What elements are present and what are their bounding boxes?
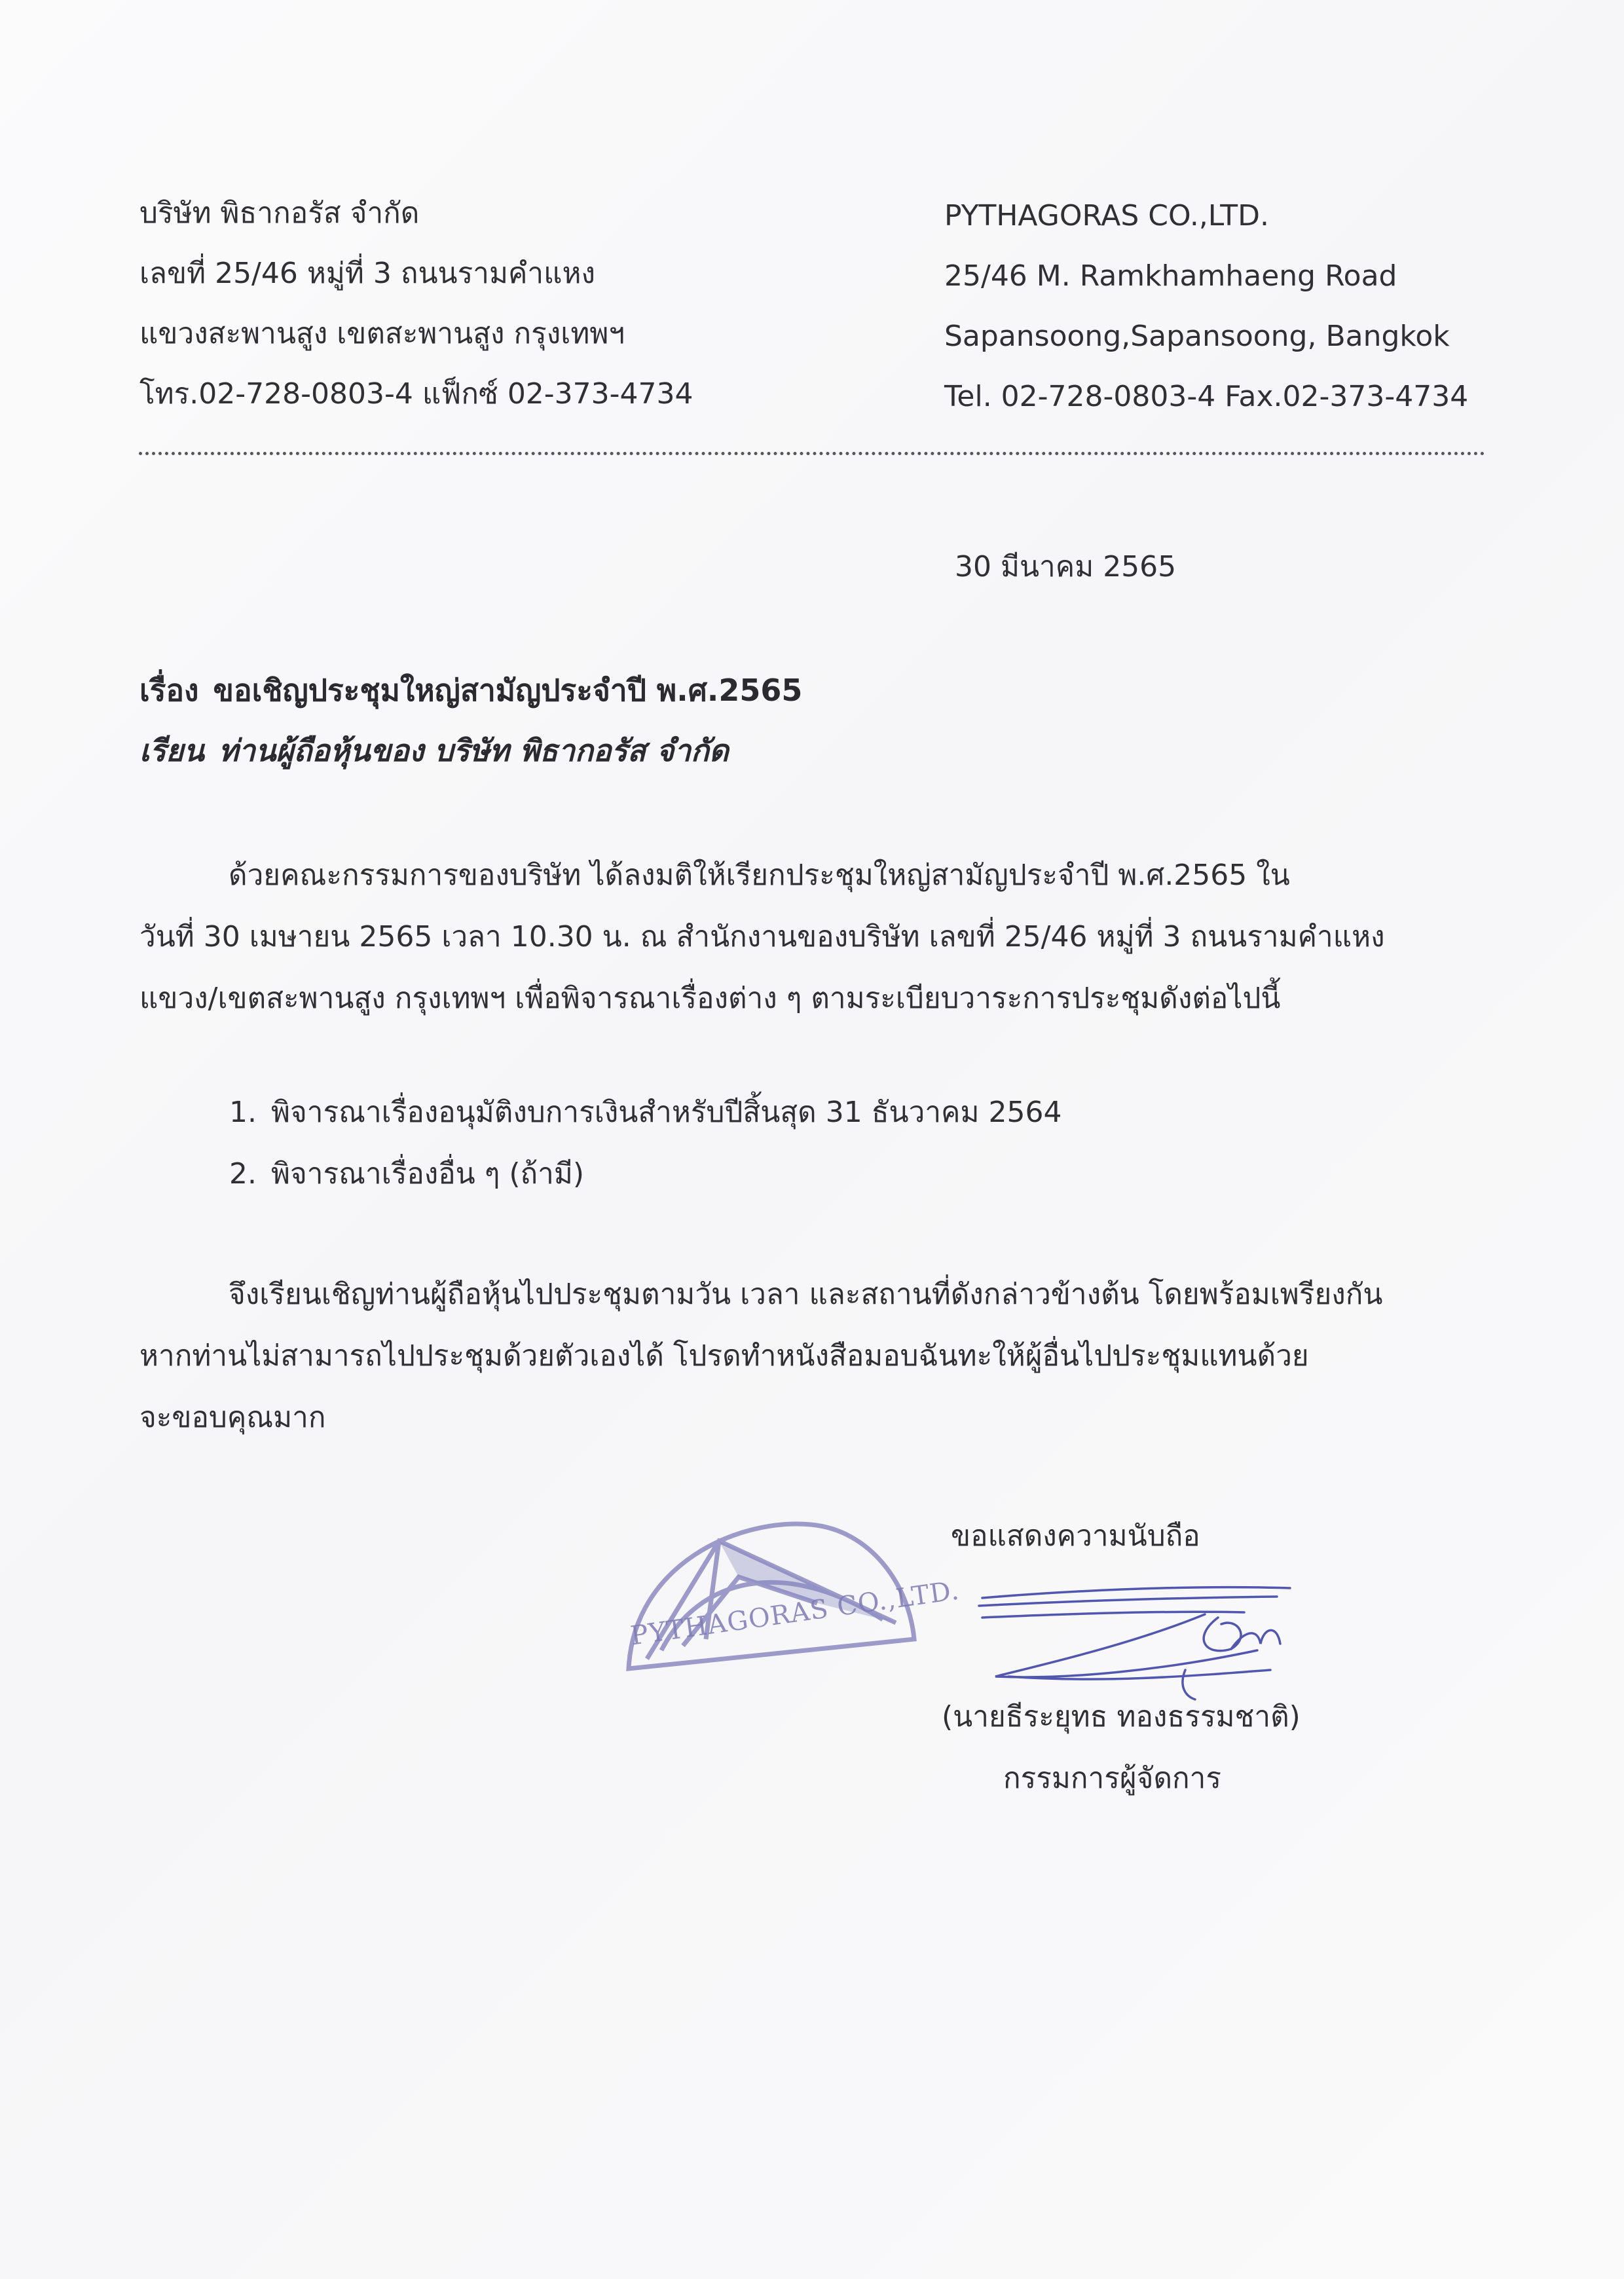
agenda-list (229, 1082, 1061, 1205)
paragraph-line: จึงเรียนเชิญท่านผู้ถือหุ้นไปประชุมตามวัน เวลา และสถานที่ดังกล่าวข้างต้น โดยพร้อมเพรียงกัน (229, 1278, 1383, 1311)
stamp-text: PYTHAGORAS CO.,LTD. (629, 1575, 961, 1652)
company-name-thai: บริษัท พิธากอรัส จำกัด (139, 196, 420, 230)
subject-line (139, 667, 802, 714)
agenda-text: พิจารณาเรื่องอนุมัติงบการเงินสำหรับปีสิ้นสุด 31 ธันวาคม 2564 (271, 1096, 1062, 1129)
subject-label: เรื่อง (139, 673, 199, 708)
address-line-1-english: 25/46 M. Ramkhamhaeng Road (944, 259, 1397, 293)
signer-title: กรรมการผู้จัดการ (1003, 1762, 1222, 1795)
company-name-english: PYTHAGORAS CO.,LTD. (944, 199, 1270, 232)
invitation-paragraph (139, 845, 1385, 1029)
salutation-text: ท่านผู้ถือหุ้นของ บริษัท พิธากอรัส จำกัด (218, 733, 729, 768)
contact-line-english: Tel. 02-728-0803-4 Fax.02-373-4734 (944, 380, 1469, 413)
agenda-item (229, 1143, 1061, 1205)
signer-name: (นายธีระยุทธ ทองธรรมชาติ) (942, 1700, 1301, 1733)
contact-line-thai: โทร.02-728-0803-4 แฟ็กซ์ 02-373-4734 (139, 377, 693, 411)
address-line-2-english: Sapansoong,Sapansoong, Bangkok (944, 320, 1450, 353)
subject-text: ขอเชิญประชุมใหญ่สามัญประจำปี พ.ศ.2565 (213, 673, 803, 708)
address-line-1-thai: เลขที่ 25/46 หมู่ที่ 3 ถนนรามคำแหง (139, 257, 595, 290)
letter-date: 30 มีนาคม 2565 (955, 550, 1177, 584)
agenda-number: 2. (229, 1157, 257, 1191)
letterhead-english (944, 186, 1599, 427)
agenda-text: พิจารณาเรื่องอื่น ๆ (ถ้ามี) (271, 1157, 585, 1191)
letterhead-thai (139, 183, 794, 424)
paragraph-line: จะขอบคุณมาก (139, 1401, 326, 1434)
salutation-line (139, 727, 729, 775)
paragraph-line: วันที่ 30 เมษายน 2565 เวลา 10.30 น. ณ สำนักงานของบริษัท เลขที่ 25/46 หมู่ที่ 3 ถนนรามคำแหง (139, 920, 1385, 954)
paragraph-line: ด้วยคณะกรรมการของบริษัท ได้ลงมติให้เรียกประชุมใหญ่สามัญประจำปี พ.ศ.2565 ใน (229, 859, 1290, 892)
paragraph-line: หากท่านไม่สามารถไปประชุมด้วยตัวเองได้ โปรดทำหนังสือมอบฉันทะให้ผู้อื่นไปประชุมแทนด้วย (139, 1339, 1309, 1373)
letterhead-divider (139, 452, 1485, 455)
salutation-label: เรียน (139, 733, 204, 768)
agenda-item (229, 1082, 1061, 1143)
paragraph-line: แขวง/เขตสะพานสูง กรุงเทพฯ เพื่อพิจารณาเรื่องต่าง ๆ ตามระเบียบวาระการประชุมดังต่อไปนี้ (139, 982, 1281, 1015)
address-line-2-thai: แขวงสะพานสูง เขตสะพานสูง กรุงเทพฯ (139, 317, 625, 350)
closing-phrase: ขอแสดงความนับถือ (951, 1519, 1200, 1553)
agenda-number: 1. (229, 1096, 257, 1129)
request-paragraph (139, 1264, 1382, 1449)
